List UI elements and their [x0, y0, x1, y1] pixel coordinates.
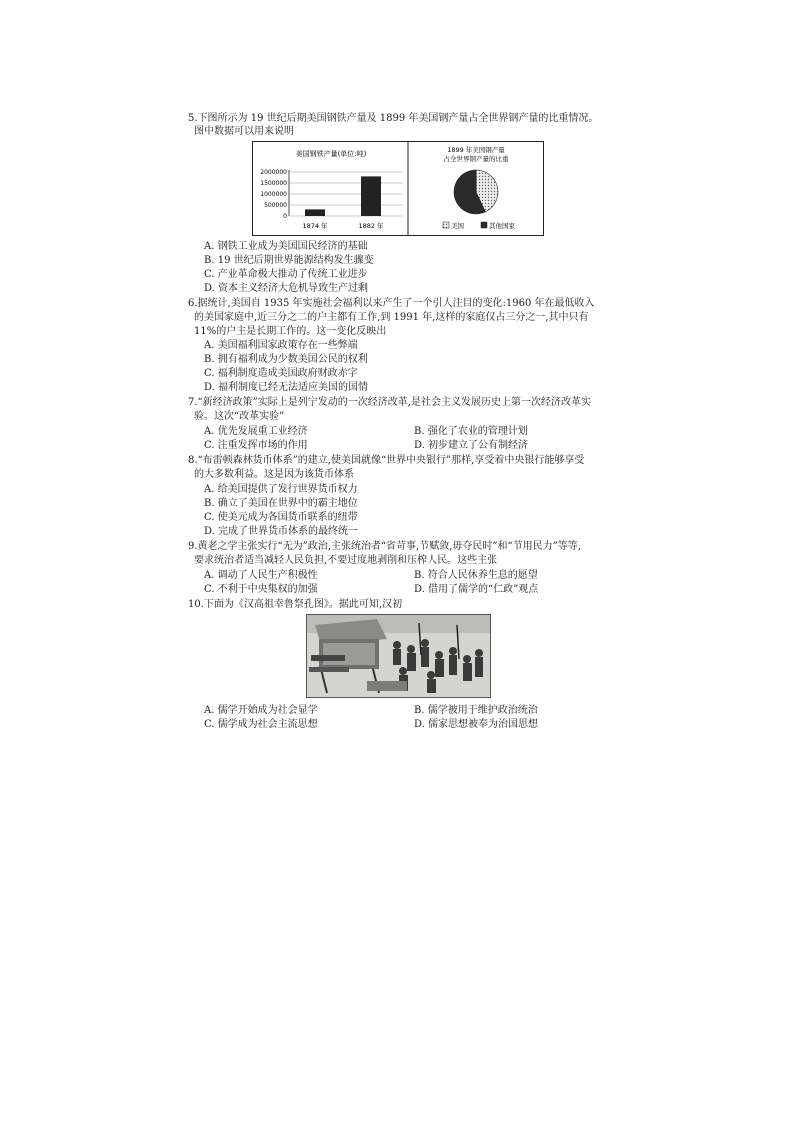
q7-option-c[interactable]: C. 注重发挥市场的作用: [204, 440, 308, 451]
q9-option-d[interactable]: D. 借用了儒学的“仁政”观点: [414, 584, 539, 595]
q6-stem-line1: 6.据统计,美国自 1935 年实施社会福利以来产生了一个引人注目的变化:1960 年在最低收入: [188, 298, 595, 309]
q10-option-c[interactable]: C. 儒学成为社会主流思想: [204, 719, 318, 730]
q5-option-d[interactable]: D. 资本主义经济大危机导致生产过剩: [204, 283, 369, 294]
pie-chart: [454, 170, 498, 214]
pie-legend: [443, 221, 516, 230]
q6-option-d[interactable]: D. 福利制度已经无法适应美国的国情: [204, 382, 369, 393]
q6-stem-line2: 的美国家庭中,近三分之二的户主都有工作,到 1991 年,这样的家庭仅占三分之一,其中只有: [194, 312, 589, 323]
q5-figure: [252, 141, 544, 236]
y-tick-label: 2000000: [260, 169, 287, 176]
q10-painting-image: [306, 614, 491, 698]
q7-stem-line1: 7.“新经济政策”实际上是列宁发动的一次经济改革,是社会主义发展历史上第一次经济改革实: [188, 397, 591, 408]
q5-option-a[interactable]: A. 钢铁工业成为美国国民经济的基础: [204, 241, 368, 252]
q9-option-b[interactable]: B. 符合人民休养生息的愿望: [414, 570, 538, 581]
q5-stem-line1: 5.下图所示为 19 世纪后期美国钢铁产量及 1899 年美国钢产量占全世界钢产量的比重情况。: [188, 113, 599, 124]
q10-option-d[interactable]: D. 儒家思想被奉为治国思想: [414, 719, 539, 730]
pie-chart-title-line1: 1899 年美国钢产量: [447, 146, 505, 154]
painting-drawing: [307, 615, 490, 697]
legend-swatch: [443, 222, 449, 228]
y-tick-label: 500000: [264, 202, 287, 209]
legend-label: 其他国家: [489, 222, 515, 230]
q5-stem-line2: 图中数据可以用来说明: [194, 126, 294, 137]
q7-stem-line2: 验。这次“改革实验”: [194, 411, 285, 422]
q8-option-c[interactable]: C. 使美元成为各国货币联系的纽带: [204, 512, 358, 523]
q9-stem-line1: 9.黄老之学主张实行“无为”政治,主张统治者“省苛事,节赋敛,毋夺民时”和“节用民力”等等,: [188, 541, 581, 552]
q7-option-b[interactable]: B. 强化了农业的管理计划: [414, 426, 528, 437]
x-tick-label: 1882 年: [358, 222, 384, 230]
legend-label: 美国: [451, 222, 464, 230]
y-tick-label: 1500000: [260, 180, 287, 187]
q9-option-c[interactable]: C. 不利于中央集权的加强: [204, 584, 318, 595]
q8-option-a[interactable]: A. 给美国提供了发行世界货币权力: [204, 484, 358, 495]
bar-chart-title: 美国钢铁产量(单位:吨): [295, 150, 367, 158]
q5-option-c[interactable]: C. 产业革命极大推动了传统工业进步: [204, 269, 368, 280]
q8-option-d[interactable]: D. 完成了世界货币体系的最终统一: [204, 526, 359, 537]
q10-option-a[interactable]: A. 儒学开始成为社会显学: [204, 705, 318, 716]
q10-option-b[interactable]: B. 儒学被用于维护政治统治: [414, 705, 538, 716]
q7-option-d[interactable]: D. 初步建立了公有制经济: [414, 440, 529, 451]
y-tick-label: 1000000: [260, 191, 287, 198]
q6-option-c[interactable]: C. 福利制度造成美国政府财政赤字: [204, 368, 358, 379]
y-tick-label: 0: [283, 213, 287, 220]
q7-option-a[interactable]: A. 优先发展重工业经济: [204, 426, 308, 437]
q9-stem-line2: 要求统治者适当减轻人民负担,不要过度地剥削和压榨人民。这些主张: [194, 555, 498, 566]
q8-stem-line2: 的大多数利益。这是因为该货币体系: [194, 469, 354, 480]
q5-option-b[interactable]: B. 19 世纪后期世界能源结构发生骤变: [204, 255, 374, 266]
q6-option-b[interactable]: B. 拥有福利成为少数美国公民的权利: [204, 354, 368, 365]
q9-option-a[interactable]: A. 调动了人民生产积极性: [204, 570, 318, 581]
q8-option-b[interactable]: B. 确立了美国在世界中的霸主地位: [204, 498, 358, 509]
q10-stem-line1: 10.下面为《汉高祖幸鲁祭孔图》。据此可知,汉初: [188, 599, 403, 610]
legend-swatch: [481, 222, 487, 228]
q6-option-a[interactable]: A. 美国福利国家政策存在一些弊端: [204, 340, 358, 351]
q8-stem-line1: 8.“布雷顿森林货币体系”的建立,使美国就像“世界中央银行”那样,享受着中央银行能够享受: [188, 455, 585, 466]
bar-chart: [260, 169, 403, 230]
q5-figure-svg: [253, 142, 543, 235]
q6-stem-line3: 11%的户主是长期工作的。这一变化反映出: [194, 326, 387, 337]
bar: [361, 176, 381, 216]
x-tick-label: 1874 年: [302, 222, 328, 230]
bar: [305, 209, 325, 216]
pie-chart-title-line2: 占全世界钢产量的比重: [443, 155, 509, 163]
